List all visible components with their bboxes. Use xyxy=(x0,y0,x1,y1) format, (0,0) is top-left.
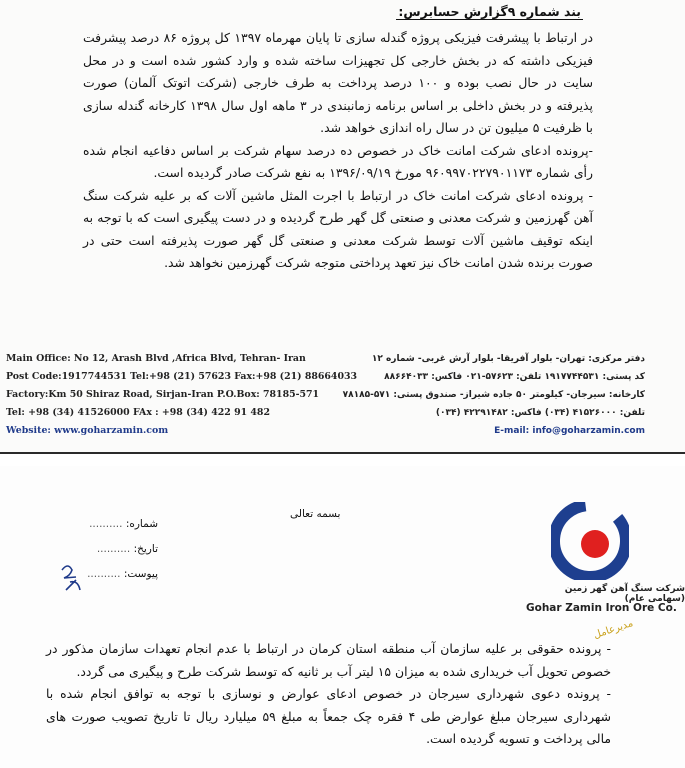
company-name-en: Gohar Zamin Iron Ore Co. xyxy=(526,602,677,614)
letter-meta: شماره: .......... تاریخ: .......... پیوست: .......... xyxy=(87,518,158,580)
footer-fa-postal: کد پستی: ۱۹۱۷۷۴۴۵۳۱ تلفن: ۵۷۶۲۳-۰۲۱ فاکس: ۸۸۶۶۴۰۳۳ xyxy=(384,372,645,382)
footer-post-code: Post Code:1917744531 Tel:+98 (21) 57623 Fax:+98 (21) 88664033 xyxy=(6,371,358,382)
footer-fa-tel: تلفن: ۴۱۵۲۶۰۰۰ (۰۳۴) فاکس: ۴۲۲۹۱۴۸۲ (۰۳۴) xyxy=(435,408,645,418)
paragraph-amanat-khak-shares: -پرونده ادعای شرکت امانت خاک در خصوص ده درصد سهام شرکت بر اساس دفاعیه انجام شده رأی شماره ۹۶۰۹۹۷۰۲۲۷۹۰۱۱۷۳ مورخ ۱۳۹۶/۰۹/۱۹ به نفع شرکت صادر گردیده است. xyxy=(83,142,593,180)
company-name-fa: شرکت سنگ آهن گهر زمین (سهامی عام) xyxy=(564,584,685,604)
paragraph-pelletizing-progress: در ارتباط با پیشرفت فیزیکی پروژه گندله سازی تا پایان مهرماه ۱۳۹۷ کل پروژه ۸۶ درصد پیشرفت فیزیکی داشته که در بخش خارجی کل تجهیزات ساخته شده و وارد کشور شده است و در محل سایت در حال نصب بوده و ۱۰۰ درصد پرداخت به طرف خارجی (شرکت اتوتک آلمان) صورت پذیرفته و در بخش داخلی بر اساس برنامه زمانبندی در ۳ ماهه اول سال ۱۳۹۸ کارخانه گندله سازی با ظرفیت ۵ میلیون تن در سال راه اندازی خواهد شد. xyxy=(83,30,594,135)
footer-english xyxy=(6,350,358,440)
handwritten-page-number xyxy=(56,560,88,594)
ceo-stamp: مدیرعامل xyxy=(592,617,635,642)
auditor-report-heading: بند شماره ۹گزارش حسابرس: xyxy=(398,4,581,19)
page2-body xyxy=(46,638,611,751)
date-label: تاریخ: xyxy=(133,543,158,555)
paragraph-amanat-khak-machinery: - پرونده ادعای شرکت امانت خاک در ارتباط با اجرت المثل ماشین آلات که بر علیه شرکت سنگ آهن گهرزمین و شرکت معدنی و صنعتی گل گهر طرح گردیده و در دست پیگیری است که با توجه به اینکه توقیف ماشین آلات توسط شرکت معدنی و صنعتی گل گهر صورت پذیرفته است حتی در صورت برنده شدن امانت خاک نیز تعهد پرداختی متوجه شرکت گهرزمین نخواهد شد. xyxy=(83,187,593,270)
number-label: شماره: xyxy=(125,518,158,530)
paragraph-sirjan-municipality: - پرونده دعوی شهرداری سیرجان در خصوص ادعای عوارض و نوسازی با توجه به توافق انجام شده با شهرداری سیرجان مبلغ عوارض طی ۴ فقره چک جمعاً به مبلغ ۵۹ میلیارد ریال تا تاریخ تصویب صورت های مالی پرداخت و تسویه گردیده است. xyxy=(46,686,611,746)
paragraph-water-organization: - پرونده حقوقی بر علیه سازمان آب منطقه استان کرمان در ارتباط با عدم انجام تعهدات سازمان مذکور در خصوص تحویل آب خریداری شده به میزان ۱۵ لیتر آب بر ثانیه که توسط شرکت طرح و پیگیری می گردد. xyxy=(46,641,611,679)
attachment-label: پیوست: xyxy=(123,568,158,580)
footer-fa-office: دفتر مرکزی: تهران- بلوار آفریقا- بلوار آرش غربی- شماره ۱۲ xyxy=(371,354,645,364)
footer-main-office: Main Office: No 12, Arash Blvd ,Africa Blvd, Tehran- Iran xyxy=(6,353,306,364)
footer-persian xyxy=(315,350,645,440)
footer-tel-fax: Tel: +98 (34) 41526000 FAx : +98 (34) 422 91 482 xyxy=(6,407,270,418)
page1-body xyxy=(83,27,593,275)
footer-website-link[interactable]: Website: www.goharzamin.com xyxy=(6,425,169,436)
gohar-zamin-logo xyxy=(551,502,629,580)
page-separator xyxy=(0,452,685,466)
footer-factory: Factory:Km 50 Shiraz Road, Sirjan-Iran P.O.Box: 78185-571 xyxy=(6,389,320,400)
footer-fa-factory: کارخانه: سیرجان- کیلومتر ۵۰ جاده شیراز- صندوق پستی: ۵۷۱-۷۸۱۸۵ xyxy=(342,390,645,400)
bismillah-header: بسمه تعالی xyxy=(290,508,341,520)
footer-email-link[interactable]: E-mail: info@goharzamin.com xyxy=(494,426,645,436)
